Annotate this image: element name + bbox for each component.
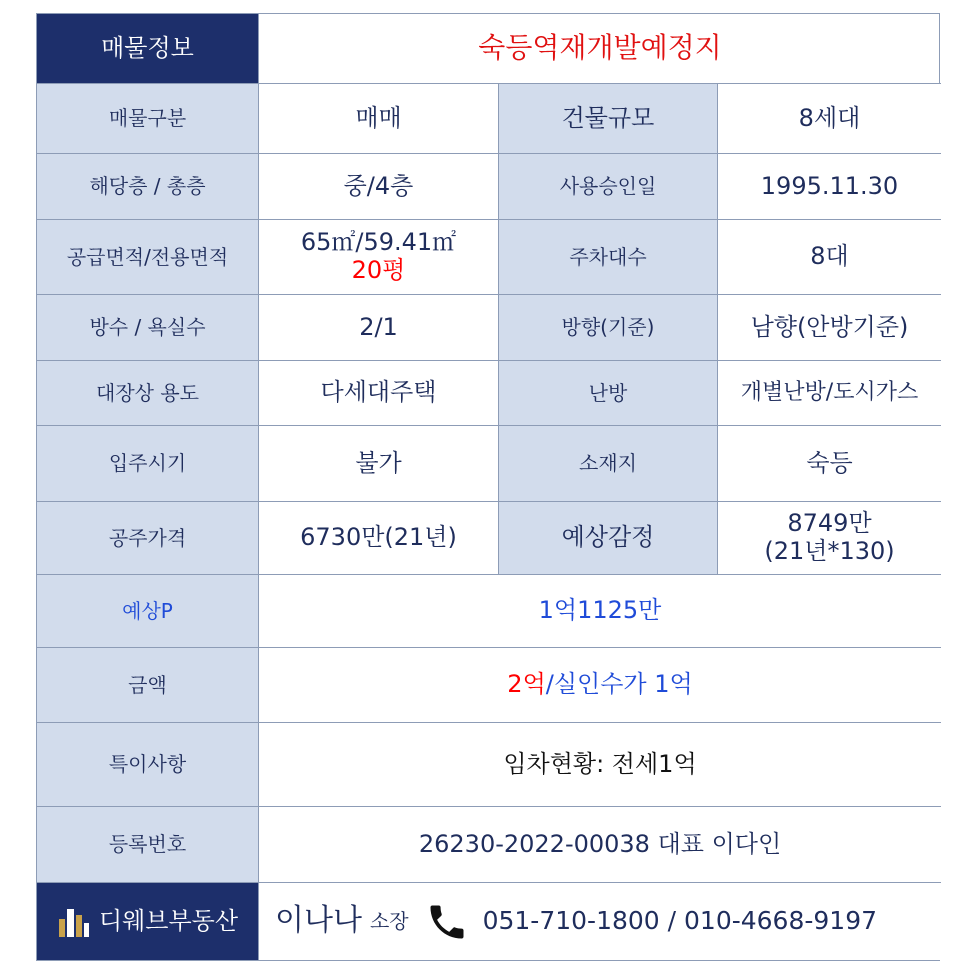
- value-location: 숙등: [718, 426, 941, 502]
- label-amount: 금액: [37, 648, 259, 723]
- value-expected-p: 1억1125만: [259, 575, 941, 648]
- agent-name: 이나나: [275, 903, 362, 939]
- building-logo-icon: [57, 905, 91, 939]
- label-area: 공급면적/전용면적: [37, 220, 259, 295]
- value-heating: 개별난방/도시가스: [718, 361, 941, 426]
- value-appraisal-amount: 8749만: [787, 509, 872, 538]
- label-direction: 방향(기준): [499, 295, 718, 361]
- value-trade-type: 매매: [259, 84, 499, 154]
- value-registration: 26230-2022-00038 대표 이다인: [259, 807, 941, 883]
- label-parking: 주차대수: [499, 220, 718, 295]
- label-special: 특이사항: [37, 723, 259, 807]
- label-rooms: 방수 / 욕실수: [37, 295, 259, 361]
- value-move-in: 불가: [259, 426, 499, 502]
- label-public-price: 공주가격: [37, 502, 259, 575]
- value-area: [259, 220, 499, 295]
- value-public-price: 6730만(21년): [259, 502, 499, 575]
- value-floor: 중/4층: [259, 154, 499, 220]
- header-label: 매물정보: [37, 14, 259, 84]
- property-title: 숙등역재개발예정지: [259, 14, 941, 84]
- value-usage: 다세대주택: [259, 361, 499, 426]
- label-floor: 해당층 / 총층: [37, 154, 259, 220]
- value-area-pyeong: 20평: [351, 256, 406, 284]
- phone-icon: [425, 900, 469, 944]
- value-amount-price: 2억: [507, 670, 546, 699]
- agent-role: 소장: [369, 909, 409, 933]
- property-info-table: [36, 13, 940, 961]
- label-usage: 대장상 용도: [37, 361, 259, 426]
- label-location: 소재지: [499, 426, 718, 502]
- label-trade-type: 매물구분: [37, 84, 259, 154]
- value-rooms: 2/1: [259, 295, 499, 361]
- brand-logo: [57, 905, 238, 939]
- label-heating: 난방: [499, 361, 718, 426]
- label-registration: 등록번호: [37, 807, 259, 883]
- label-move-in: 입주시기: [37, 426, 259, 502]
- value-approval-date: 1995.11.30: [718, 154, 941, 220]
- value-parking: 8대: [718, 220, 941, 295]
- label-expected-appraisal: 예상감정: [499, 502, 718, 575]
- phone-numbers[interactable]: 051-710-1800 / 010-4668-9197: [482, 906, 878, 936]
- label-expected-p: 예상P: [37, 575, 259, 648]
- value-amount: [259, 648, 941, 723]
- value-special: 임차현황: 전세1억: [259, 723, 941, 807]
- value-amount-actual: 실인수가 1억: [553, 670, 693, 699]
- value-area-sqm: 65㎡/59.41㎡: [300, 228, 457, 257]
- value-appraisal-note: (21년*130): [764, 537, 895, 565]
- value-building-size: 8세대: [718, 84, 941, 154]
- footer-contact: [259, 883, 941, 960]
- label-building-size: 건물규모: [499, 84, 718, 154]
- value-expected-appraisal: [718, 502, 941, 575]
- value-direction: 남향(안방기준): [718, 295, 941, 361]
- label-approval-date: 사용승인일: [499, 154, 718, 220]
- footer-brand: [37, 883, 259, 960]
- brand-name: 디웨브부동산: [98, 906, 239, 935]
- value-amount-separator: /: [545, 670, 554, 699]
